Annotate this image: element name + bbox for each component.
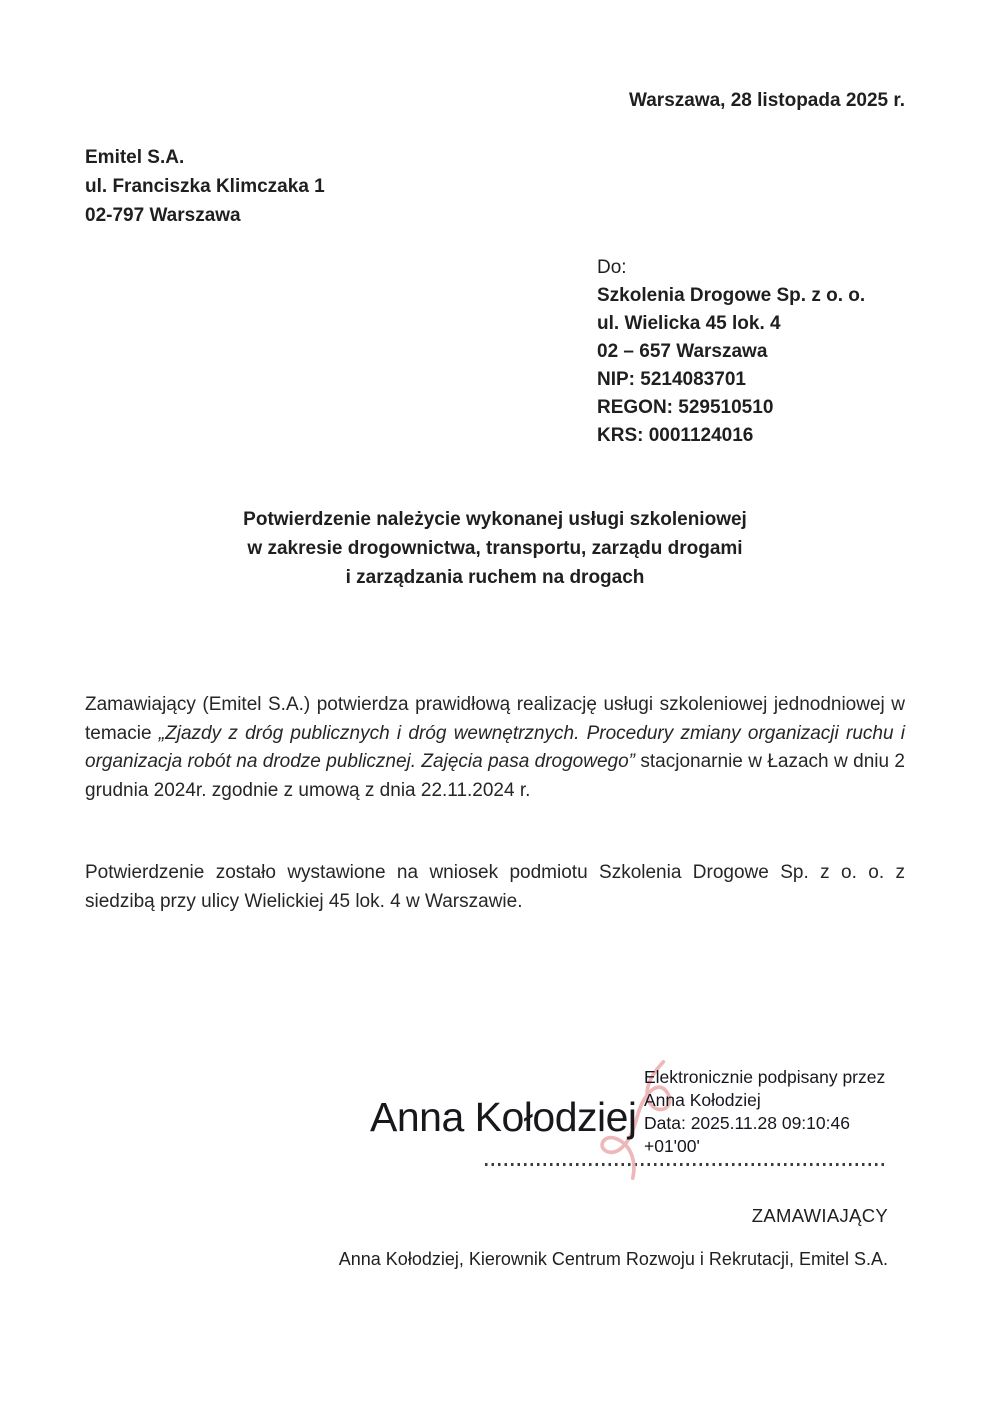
document-title: [85, 505, 905, 592]
digital-signature-certificate-text: [644, 1066, 906, 1158]
certificate-line: Data: 2025.11.28 09:10:46: [644, 1113, 850, 1133]
title-line: w zakresie drogownictwa, transportu, zarządu drogami: [247, 538, 743, 559]
sender-line: Emitel S.A.: [85, 147, 185, 168]
recipient-line: KRS: 0001124016: [597, 425, 754, 446]
title-line: i zarządzania ruchem na drogach: [345, 567, 645, 588]
signature-name: Anna Kołodziej: [370, 1094, 637, 1140]
title-line: Potwierdzenie należycie wykonanej usługi szkoleniowej: [243, 509, 747, 530]
paragraph-text-normal: Zamawiający (Emitel S.A.) potwierdza prawidłową realizację usługi szkoleniowej jednodniowej w temacie: [85, 694, 905, 744]
recipient-line: ul. Wielicka 45 lok. 4: [597, 313, 781, 334]
date-line: Warszawa, 28 listopada 2025 r.: [629, 90, 905, 111]
signatory-credit-line: Anna Kołodziej, Kierownik Centrum Rozwoju i Rekrutacji, Emitel S.A.: [338, 1249, 888, 1269]
sender-line: ul. Franciszka Klimczaka 1: [85, 176, 325, 197]
paragraph-text-normal: stacjonarnie w Łazach w dniu 2 grudnia 2024r. zgodnie z umową z dnia 22.11.2024 r.: [85, 751, 906, 801]
recipient-line: NIP: 5214083701: [597, 369, 746, 390]
recipient-line: REGON: 529510510: [597, 397, 774, 418]
recipient-address-block: [597, 254, 865, 450]
certificate-line: Elektronicznie podpisany przez: [644, 1067, 886, 1087]
certificate-line: Anna Kołodziej: [644, 1090, 761, 1110]
recipient-line: Szkolenia Drogowe Sp. z o. o.: [597, 285, 866, 306]
sender-line: 02-797 Warszawa: [85, 205, 241, 226]
recipient-label: Do:: [597, 257, 627, 278]
paragraph-text-italic-quote: „Zjazdy z dróg publicznych i dróg wewnętrznych. Procedury zmiany organizacji ruchu i organizacja robót na drodze publicznej. Zajęcia pasa drogowego”: [85, 722, 906, 772]
body-paragraph-2: Potwierdzenie zostało wystawione na wniosek podmiotu Szkolenia Drogowe Sp. z o. o. z siedzibą przy ulicy Wielickiej 45 lok. 4 w Warszawie.: [85, 862, 905, 912]
sender-address-block: [85, 143, 325, 230]
role-label: ZAMAWIAJĄCY: [751, 1205, 888, 1226]
body-paragraph-1: [85, 691, 905, 805]
recipient-line: 02 – 657 Warszawa: [597, 341, 768, 362]
footer-block: [339, 1205, 888, 1270]
certificate-line: +01'00': [644, 1136, 700, 1156]
